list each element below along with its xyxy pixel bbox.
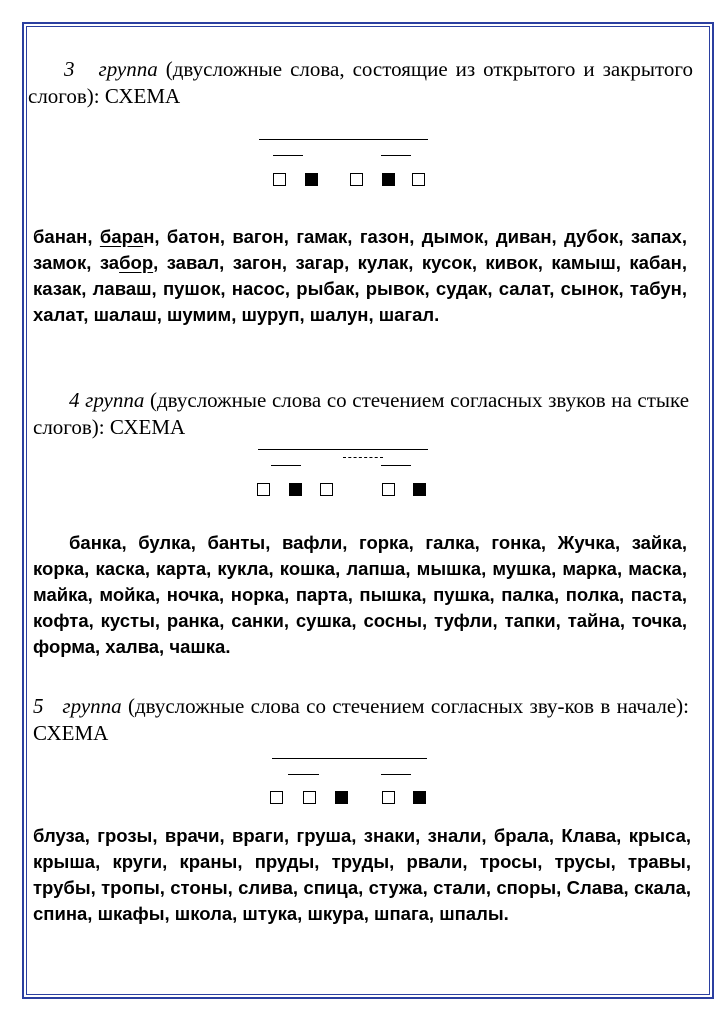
scheme3-consonant-square (305, 173, 318, 186)
scheme5-consonant-square (413, 791, 426, 804)
scheme3-vowel-square (412, 173, 425, 186)
scheme5-vowel-square (270, 791, 283, 804)
section3-description: (двусложные слова, состоящие из открытого и закрытого слогов): СХЕМА (28, 57, 694, 108)
scheme4-consonant-square (413, 483, 426, 496)
underlined-syllable: бара (99, 226, 144, 247)
section3-word-list (33, 224, 687, 328)
scheme4-vowel-square (257, 483, 270, 496)
underlined-syllable: бор (119, 252, 154, 273)
scheme3-consonant-square (382, 173, 395, 186)
scheme5-syllable-line-2 (381, 774, 411, 775)
scheme5-vowel-square (382, 791, 395, 804)
section5-number: 5 (33, 694, 44, 718)
scheme5-syllable-line-1 (288, 774, 319, 775)
section3-label: группа (98, 57, 158, 81)
section3-number: 3 (64, 57, 75, 81)
scheme4-vowel-square (382, 483, 395, 496)
section5-label: группа (62, 694, 122, 718)
scheme3-vowel-square (350, 173, 363, 186)
section5-description: (двусложные слова со стечением согласных зву-ков в начале): СХЕМА (33, 694, 690, 745)
word-text: н, батон, вагон, гамак, газон, дымок, диван, дубок, запах, замок, за (33, 226, 687, 273)
scheme3-vowel-square (273, 173, 286, 186)
section4-number: 4 (69, 388, 80, 412)
scheme4-word-line (258, 449, 428, 450)
section4-label: группа (85, 388, 145, 412)
scheme5-word-line (272, 758, 427, 759)
section5-word-list: блуза, грозы, врачи, враги, груша, знаки, знали, брала, Клава, крыса, крыша, круги, краны, пруды, труды, рвали, тросы, трусы, травы, трубы, тропы, стоны, слива, спица, стужа, стали, споры, Слава, скала, спина, шкафы, школа, штука, шкура, шпага, шпалы. (33, 825, 691, 924)
section4-heading (33, 387, 689, 441)
word-text: банан, (33, 226, 100, 247)
word-text: , завал, загон, загар, кулак, кусок, кивок, камыш, кабан, казак, лаваш, пушок, насос, рыбак, рывок, судак, салат, сынок, табун, халат, шалаш, шумим, шуруп, шалун, шагал. (33, 252, 687, 325)
scheme4-consonant-square (289, 483, 302, 496)
scheme4-syllable-line-1 (271, 465, 301, 466)
section4-description: (двусложные слова со стечением согласных звуков на стыке слогов): СХЕМА (33, 388, 690, 439)
scheme4-syllable-line-2 (381, 465, 411, 466)
scheme5-vowel-square (303, 791, 316, 804)
scheme3-syllable-line-1 (273, 155, 303, 156)
scheme4-vowel-square (320, 483, 333, 496)
scheme3-word-line (259, 139, 428, 140)
scheme5-consonant-square (335, 791, 348, 804)
section4-word-list: банка, булка, банты, вафли, горка, галка, гонка, Жучка, зайка, корка, каска, карта, кукла, кошка, лапша, мышка, мушка, марка, маска, майка, мойка, ночка, норка, парта, пышка, пушка, палка, полка, паста, кофта, кусты, ранка, санки, сушка, сосны, туфли, тапки, тайна, точка, форма, халва, чашка. (33, 532, 687, 657)
section5-heading (33, 693, 689, 747)
section3-heading (28, 56, 693, 110)
scheme3-syllable-line-2 (381, 155, 411, 156)
scheme4-dashed-line (343, 457, 383, 458)
